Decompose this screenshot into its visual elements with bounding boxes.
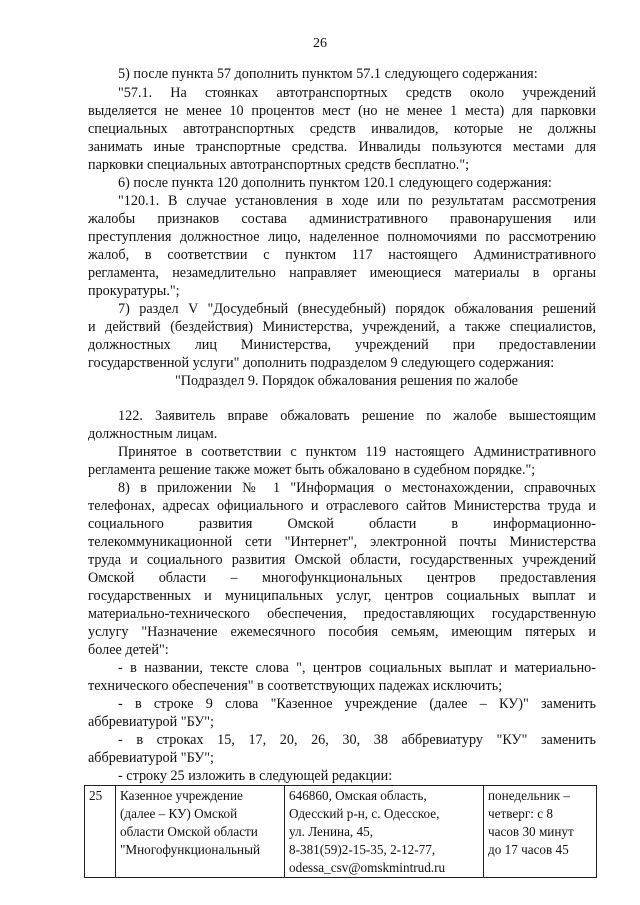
table-cell-number bbox=[85, 786, 116, 878]
paragraph-line: парковки специальных автотранспортных средств бесплатно."; bbox=[88, 157, 470, 173]
paragraph-line: выделяется не менее 10 процентов мест (но не менее 1 места) для парковки bbox=[88, 103, 596, 119]
paragraph-line: материально-технического обеспечения, предоставляющих государственную bbox=[88, 606, 596, 622]
paragraph-line: более детей": bbox=[88, 642, 169, 658]
paragraph-line: аббревиатурой "БУ"; bbox=[88, 750, 214, 766]
cell-line: понедельник – bbox=[488, 788, 570, 803]
table-cell-institution bbox=[116, 786, 285, 878]
subsection-heading: "Подраздел 9. Порядок обжалования решения по жалобе bbox=[175, 373, 518, 389]
paragraph-line: аббревиатурой "БУ"; bbox=[88, 714, 214, 730]
paragraph-line: регламента решение также может быть обжаловано в судебном порядке."; bbox=[88, 462, 536, 478]
cell-line: 646860, Омская область, bbox=[289, 788, 427, 803]
paragraph-line: труда и социального развития Омской области, государственных учреждений bbox=[88, 552, 596, 568]
paragraph-line: технического обеспечения" в соответствующих падежах исключить; bbox=[88, 678, 503, 694]
paragraph-line: и действий (бездействия) Министерства, учреждений, а также специалистов, bbox=[88, 319, 596, 335]
cell-line: Одесский р-н, с. Одесское, bbox=[289, 806, 440, 821]
paragraph-line: Омской области – многофункциональных центров предоставления bbox=[88, 570, 596, 586]
paragraph-line: должностных лиц Министерства, учреждений при предоставлении bbox=[88, 337, 596, 353]
table-cell-schedule bbox=[484, 786, 597, 878]
paragraph-line: занимать иные транспортные средства. Инвалиды пользуются местами для bbox=[88, 139, 596, 155]
paragraph-line: прокуратуры."; bbox=[88, 283, 180, 299]
paragraph-line: услугу "Назначение ежемесячного пособия семьям, имеющим пятерых и bbox=[88, 624, 596, 640]
cell-line: Казенное учреждение bbox=[120, 788, 243, 803]
cell-line: 8-381(59)2-15-35, 2-12-77, bbox=[289, 842, 436, 857]
replacement-table bbox=[84, 785, 597, 878]
paragraph-line: - в строке 9 слова "Казенное учреждение (далее – КУ)" заменить bbox=[118, 696, 596, 712]
paragraph-line: 6) после пункта 120 дополнить пунктом 120.1 следующего содержания: bbox=[118, 175, 552, 191]
paragraph-line: преступления должностное лицо, наделенное полномочиями по рассмотрению bbox=[88, 229, 596, 245]
paragraph-line: - в строках 15, 17, 20, 26, 30, 38 аббревиатуру "КУ" заменить bbox=[118, 732, 596, 748]
paragraph-line: социального развития Омской области в информационно- bbox=[88, 516, 596, 532]
cell-line: (далее – КУ) Омской bbox=[120, 806, 238, 821]
paragraph-line: должностным лицам. bbox=[88, 426, 218, 442]
row-number: 25 bbox=[89, 788, 103, 803]
paragraph-line: "57.1. На стоянках автотранспортных средств около учреждений bbox=[118, 85, 596, 101]
paragraph-line: государственной услуги" дополнить подразделом 9 следующего содержания: bbox=[88, 355, 555, 371]
cell-line: до 17 часов 45 bbox=[488, 842, 569, 857]
paragraph-line: 122. Заявитель вправе обжаловать решение по жалобе вышестоящим bbox=[118, 408, 596, 424]
table-row bbox=[85, 786, 597, 878]
paragraph-line: 8) в приложении № 1 "Информация о местонахождении, справочных bbox=[118, 480, 596, 496]
paragraph-line: - строку 25 изложить в следующей редакции: bbox=[118, 768, 393, 784]
paragraph-line: телекоммуникационной сети "Интернет", электронной почты Министерства bbox=[88, 534, 596, 550]
cell-line: "Многофункциональный bbox=[120, 842, 261, 857]
page-number: 26 bbox=[313, 36, 327, 51]
paragraph-line: "120.1. В случае установления в ходе или по результатам рассмотрения bbox=[118, 193, 596, 209]
paragraph-line: 7) раздел V "Досудебный (внесудебный) порядок обжалования решений bbox=[118, 301, 596, 317]
cell-line: области Омской области bbox=[120, 824, 258, 839]
paragraph-line: - в названии, тексте слова ", центров социальных выплат и материально- bbox=[118, 660, 596, 676]
paragraph-line: 5) после пункта 57 дополнить пунктом 57.1 следующего содержания: bbox=[118, 66, 538, 82]
paragraph-line: жалобы признаков состава административного правонарушения или bbox=[88, 211, 596, 227]
paragraph-line: Принятое в соответствии с пунктом 119 настоящего Административного bbox=[118, 444, 596, 460]
cell-line: часов 30 минут bbox=[488, 824, 574, 839]
email-text: odessa_csv@omskmintrud.ru bbox=[289, 860, 446, 875]
table-cell-address bbox=[285, 786, 484, 878]
cell-line: ул. Ленина, 45, bbox=[289, 824, 373, 839]
paragraph-line: жалоб, в соответствии с пунктом 117 настоящего Административного bbox=[88, 247, 596, 263]
paragraph-line: регламента, незамедлительно направляет имеющиеся материалы в органы bbox=[88, 265, 596, 281]
cell-line: четверг: с 8 bbox=[488, 806, 553, 821]
paragraph-line: государственных и муниципальных услуг, центров социальных выплат и bbox=[88, 588, 596, 604]
paragraph-line: специальных автотранспортных средств инвалидов, которые не должны bbox=[88, 121, 596, 137]
paragraph-line: телефонах, адресах официального и отраслевого сайтов Министерства труда и bbox=[88, 498, 596, 514]
